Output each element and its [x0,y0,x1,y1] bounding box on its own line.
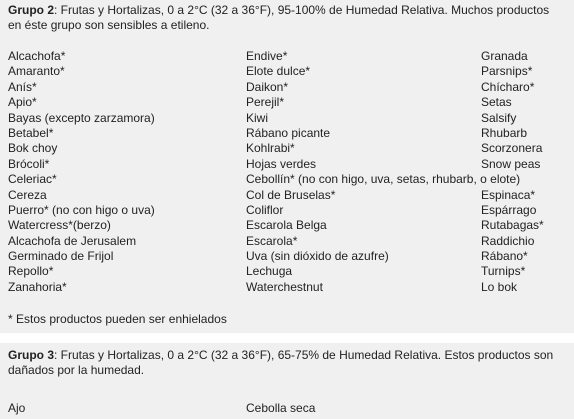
produce-item: Cereza [8,187,47,202]
produce-item: Watercress*(berzo) [8,218,111,233]
group2-description: : Frutas y Hortalizas, 0 a 2°C (32 a 36°F), 95-100% de Humedad Relativa. Muchos productos en éste grupo son sensibles a etileno. [8,3,550,32]
produce-item: Celeriac* [8,172,57,187]
produce-item: Lechuga [246,264,293,279]
group3-description: : Frutas y Hortalizas, 0 a 2°C (32 a 36°F), 65-75% de Humedad Relativa. Estos productos son dañados por la humedad. [8,348,554,377]
produce-item: Rábano* [481,249,528,264]
produce-item: Salsify [481,110,517,125]
panel-divider [0,333,574,343]
produce-item: Kohlrabi* [246,141,295,156]
produce-item: Rutabagas* [481,218,544,233]
produce-item: Scorzonera [481,141,543,156]
produce-item: Apio* [8,95,37,110]
group2-column-1 [8,49,155,295]
produce-item [481,172,544,187]
produce-item: Escarola Belga [246,218,327,233]
produce-item: Germinado de Frijol [8,249,114,264]
produce-item: Snow peas [481,156,541,171]
produce-item: Alcachofa de Jerusalem [8,233,137,248]
produce-item: Puerro* (no con higo o uva) [8,202,155,217]
group2-heading [8,3,564,33]
produce-item: Escarola* [246,233,298,248]
produce-item: Perejil* [246,95,285,110]
group2-column-3 [481,49,544,295]
produce-item: Rhubarb [481,125,528,140]
produce-item: Zanahoria* [8,279,67,294]
produce-item: Coliflor [246,202,284,217]
produce-item: Bayas (excepto zarzamora) [8,110,155,125]
produce-item: Elote dulce* [246,64,311,79]
produce-item: Col de Bruselas* [246,187,336,202]
produce-item: Endive* [246,49,288,63]
group2-column-2 [246,49,520,295]
group2-title: Grupo 2 [8,3,55,17]
produce-item: Bok choy [8,141,58,156]
produce-item: Espárrago [481,202,537,217]
produce-item: Cebollín* (no con higo, uva, setas, rhubarb, o elote) [246,172,521,187]
produce-item: Kiwi [246,110,269,125]
produce-item: Betabel* [8,125,54,140]
produce-item: Waterchestnut [246,279,323,294]
group3-heading [8,348,564,378]
produce-item: Granada [481,49,528,63]
produce-item: Uva (sin dióxido de azufre) [246,249,389,264]
produce-item: Repollo* [8,264,54,279]
produce-item: Raddichio [481,233,535,248]
produce-item: Alcachofa* [8,49,66,63]
produce-item: Brócoli* [8,156,50,171]
produce-item: Amaranto* [8,64,65,79]
produce-item: Espinaca* [481,187,536,202]
group2-footnote: * Estos productos pueden ser enhielados [8,312,227,326]
group3-item: Ajo [8,401,26,415]
produce-item: Chícharo* [481,79,535,94]
group3-item: Cebolla seca [246,401,316,415]
produce-item: Setas [481,95,512,110]
group3-title: Grupo 3 [8,348,55,362]
produce-item: Rábano picante [246,125,331,140]
produce-item: Daikon* [246,79,289,94]
produce-item: Parsnips* [481,64,533,79]
produce-item: Anís* [8,79,37,94]
produce-item: Turnips* [481,264,526,279]
produce-item: Hojas verdes [246,156,317,171]
produce-item: Lo bok [481,279,518,294]
